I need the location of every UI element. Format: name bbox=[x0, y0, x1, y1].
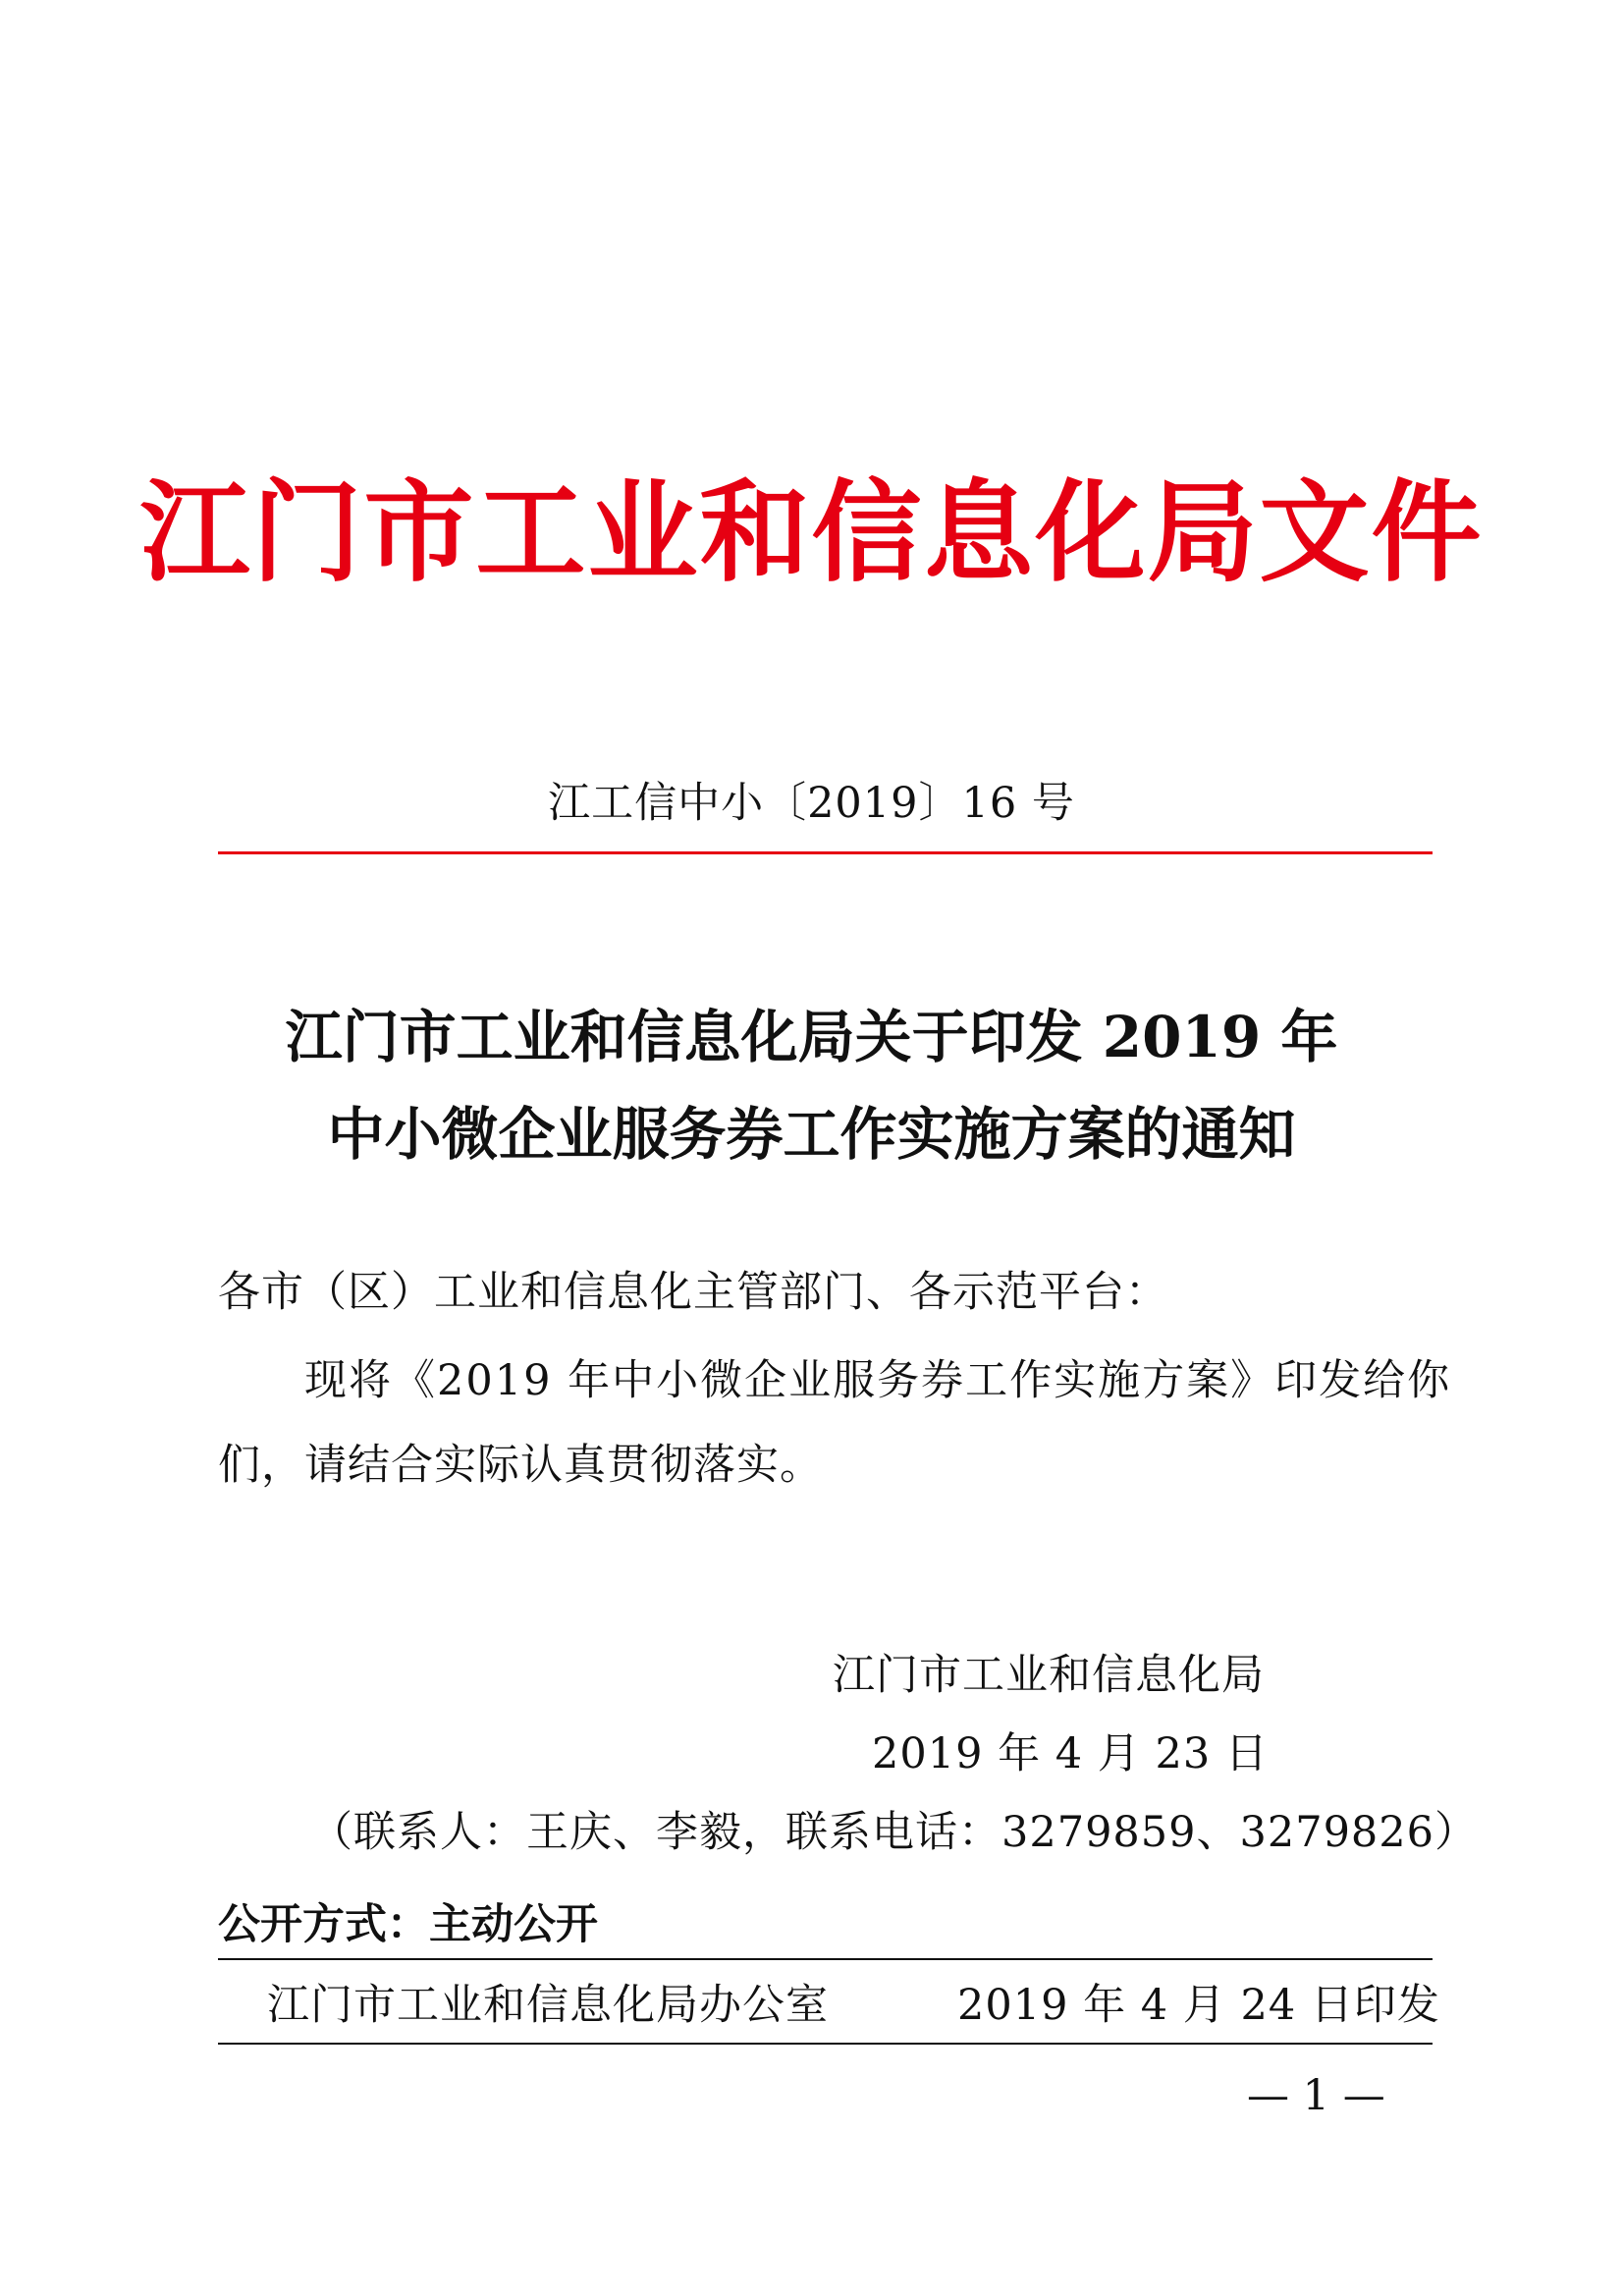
footer-bottom-rule bbox=[218, 2043, 1433, 2045]
footer-issuing-office: 江门市工业和信息化局办公室 bbox=[267, 1981, 829, 2030]
disclosure-method: 公开方式：主动公开 bbox=[218, 1900, 598, 1949]
footer-issue-date: 2019 年 4 月 24 日印发 bbox=[957, 1981, 1440, 2030]
page-number: — 1 — bbox=[1247, 2071, 1385, 2120]
signature-date: 2019 年 4 月 23 日 bbox=[872, 1729, 1269, 1778]
issuing-authority: 江门市工业和信息化局 bbox=[833, 1651, 1265, 1700]
document-number: 江工信中小〔2019〕16 号 bbox=[548, 779, 1075, 828]
salutation: 各市（区）工业和信息化主管部门、各示范平台： bbox=[218, 1268, 1168, 1317]
notice-title-line-2: 中小微企业服务券工作实施方案的通知 bbox=[327, 1101, 1296, 1168]
document-header-title: 江门市工业和信息化局文件 bbox=[139, 468, 1484, 597]
body-paragraph-line-1: 现将《2019 年中小微企业服务券工作实施方案》印发给你 bbox=[304, 1356, 1452, 1405]
contact-info: （联系人：王庆、李毅，联系电话：3279859、3279826） bbox=[310, 1808, 1479, 1857]
red-divider-line bbox=[218, 851, 1433, 854]
footer-top-rule bbox=[218, 1958, 1433, 1960]
body-paragraph-line-2: 们，请结合实际认真贯彻落实。 bbox=[218, 1441, 823, 1490]
notice-title-line-1: 江门市工业和信息化局关于印发 2019 年 bbox=[285, 1004, 1338, 1070]
